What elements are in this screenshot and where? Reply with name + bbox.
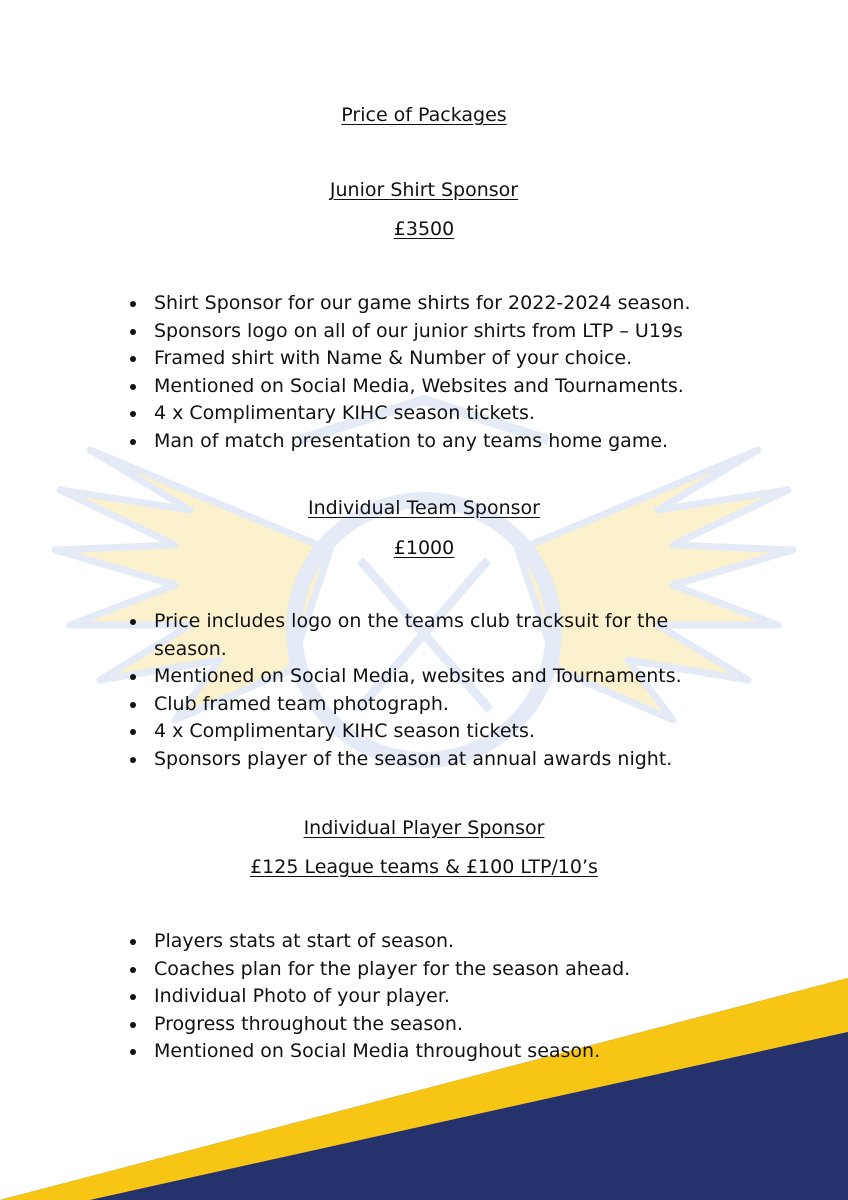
package-name-team: Individual Team Sponsor xyxy=(308,497,540,519)
package-benefits-list xyxy=(128,608,728,773)
list-item: Mentioned on Social Media, websites and Tournaments. xyxy=(128,663,728,691)
list-item: Shirt Sponsor for our game shirts for 2022-2024 season. xyxy=(128,290,728,318)
list-item: Players stats at start of season. xyxy=(128,928,728,956)
list-item: Framed shirt with Name & Number of your choice. xyxy=(128,345,728,373)
list-item: Price includes logo on the teams club tracksuit for the season. xyxy=(128,608,728,663)
list-item: Coaches plan for the player for the season ahead. xyxy=(128,956,728,984)
list-item: Mentioned on Social Media, Websites and Tournaments. xyxy=(128,373,728,401)
package-name-junior-shirt: Junior Shirt Sponsor xyxy=(329,179,519,201)
list-item: 4 x Complimentary KIHC season tickets. xyxy=(128,718,728,746)
list-item: Man of match presentation to any teams home game. xyxy=(128,428,728,456)
package-price-team: £1000 xyxy=(393,537,455,559)
list-item: Sponsors player of the season at annual awards night. xyxy=(128,746,728,774)
list-item: Individual Photo of your player. xyxy=(128,983,728,1011)
list-item: 4 x Complimentary KIHC season tickets. xyxy=(128,400,728,428)
page-title: Price of Packages xyxy=(341,104,507,126)
package-price-junior-shirt: £3500 xyxy=(393,218,455,240)
list-item: Mentioned on Social Media throughout season. xyxy=(128,1038,728,1066)
package-benefits-list xyxy=(128,928,728,1066)
package-price-player: £125 League teams & £100 LTP/10’s xyxy=(250,856,598,878)
list-item: Sponsors logo on all of our junior shirts from LTP – U19s xyxy=(128,318,728,346)
list-item: Progress throughout the season. xyxy=(128,1011,728,1039)
package-name-player: Individual Player Sponsor xyxy=(303,817,545,839)
list-item: Club framed team photograph. xyxy=(128,691,728,719)
package-benefits-list xyxy=(128,290,728,455)
